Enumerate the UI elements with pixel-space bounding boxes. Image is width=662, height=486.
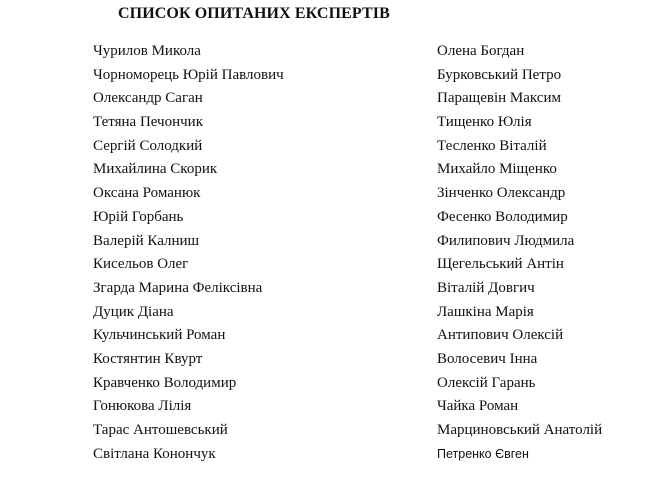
experts-list-left — [93, 40, 284, 466]
expert-name: Лашкіна Марія — [437, 303, 534, 320]
expert-name: Кисельов Олег — [93, 256, 189, 273]
expert-name: Антипович Олексій — [437, 327, 564, 344]
expert-name: Дуцик Діана — [93, 303, 174, 320]
expert-name: Михайлина Скорик — [93, 161, 218, 178]
expert-name: Віталій Довгич — [437, 279, 535, 296]
expert-name: Костянтин Квурт — [93, 350, 203, 367]
expert-name: Валерій Калниш — [93, 232, 200, 249]
expert-name: Олександр Саган — [93, 90, 203, 107]
expert-name: Чурилов Микола — [93, 43, 201, 59]
expert-name: Михайло Міщенко — [437, 161, 557, 178]
expert-name: Тесленко Віталій — [437, 137, 547, 154]
expert-name: Світлана Конончук — [93, 445, 216, 462]
expert-name: Тищенко Юлія — [437, 114, 532, 131]
expert-name: Юрій Горбань — [93, 208, 184, 225]
experts-list-right — [437, 40, 602, 466]
expert-name: Чорноморець Юрій Павлович — [93, 66, 284, 83]
expert-name: Паращевін Максим — [437, 90, 561, 107]
expert-name: Оксана Романюк — [93, 185, 201, 202]
expert-name: Фесенко Володимир — [437, 208, 568, 225]
expert-name: Филипович Людмила — [437, 232, 575, 249]
expert-name: Гонюкова Лілія — [93, 398, 192, 415]
expert-name: Чайка Роман — [437, 398, 519, 415]
expert-name: Волосевич Інна — [437, 350, 538, 367]
expert-name: Тарас Антошевський — [93, 422, 228, 438]
expert-name: Зінченко Олександр — [437, 185, 566, 202]
expert-name: Щегельський Антін — [437, 256, 564, 273]
expert-name: Олексій Гарань — [437, 374, 536, 391]
document-title: СПИСОК ОПИТАНИХ ЕКСПЕРТІВ — [118, 5, 390, 22]
expert-name: Марциновський Анатолій — [437, 422, 603, 438]
expert-name: Кульчинський Роман — [93, 327, 226, 344]
expert-name: Олена Богдан — [437, 43, 525, 59]
expert-name: Сергій Солодкий — [93, 137, 203, 154]
expert-name: Згарда Марина Феліксівна — [93, 279, 263, 296]
expert-name: Тетяна Печончик — [93, 114, 203, 131]
expert-name: Бурковський Петро — [437, 66, 562, 83]
expert-name: Кравченко Володимир — [93, 374, 237, 391]
expert-name: Петренко Євген — [437, 446, 529, 461]
